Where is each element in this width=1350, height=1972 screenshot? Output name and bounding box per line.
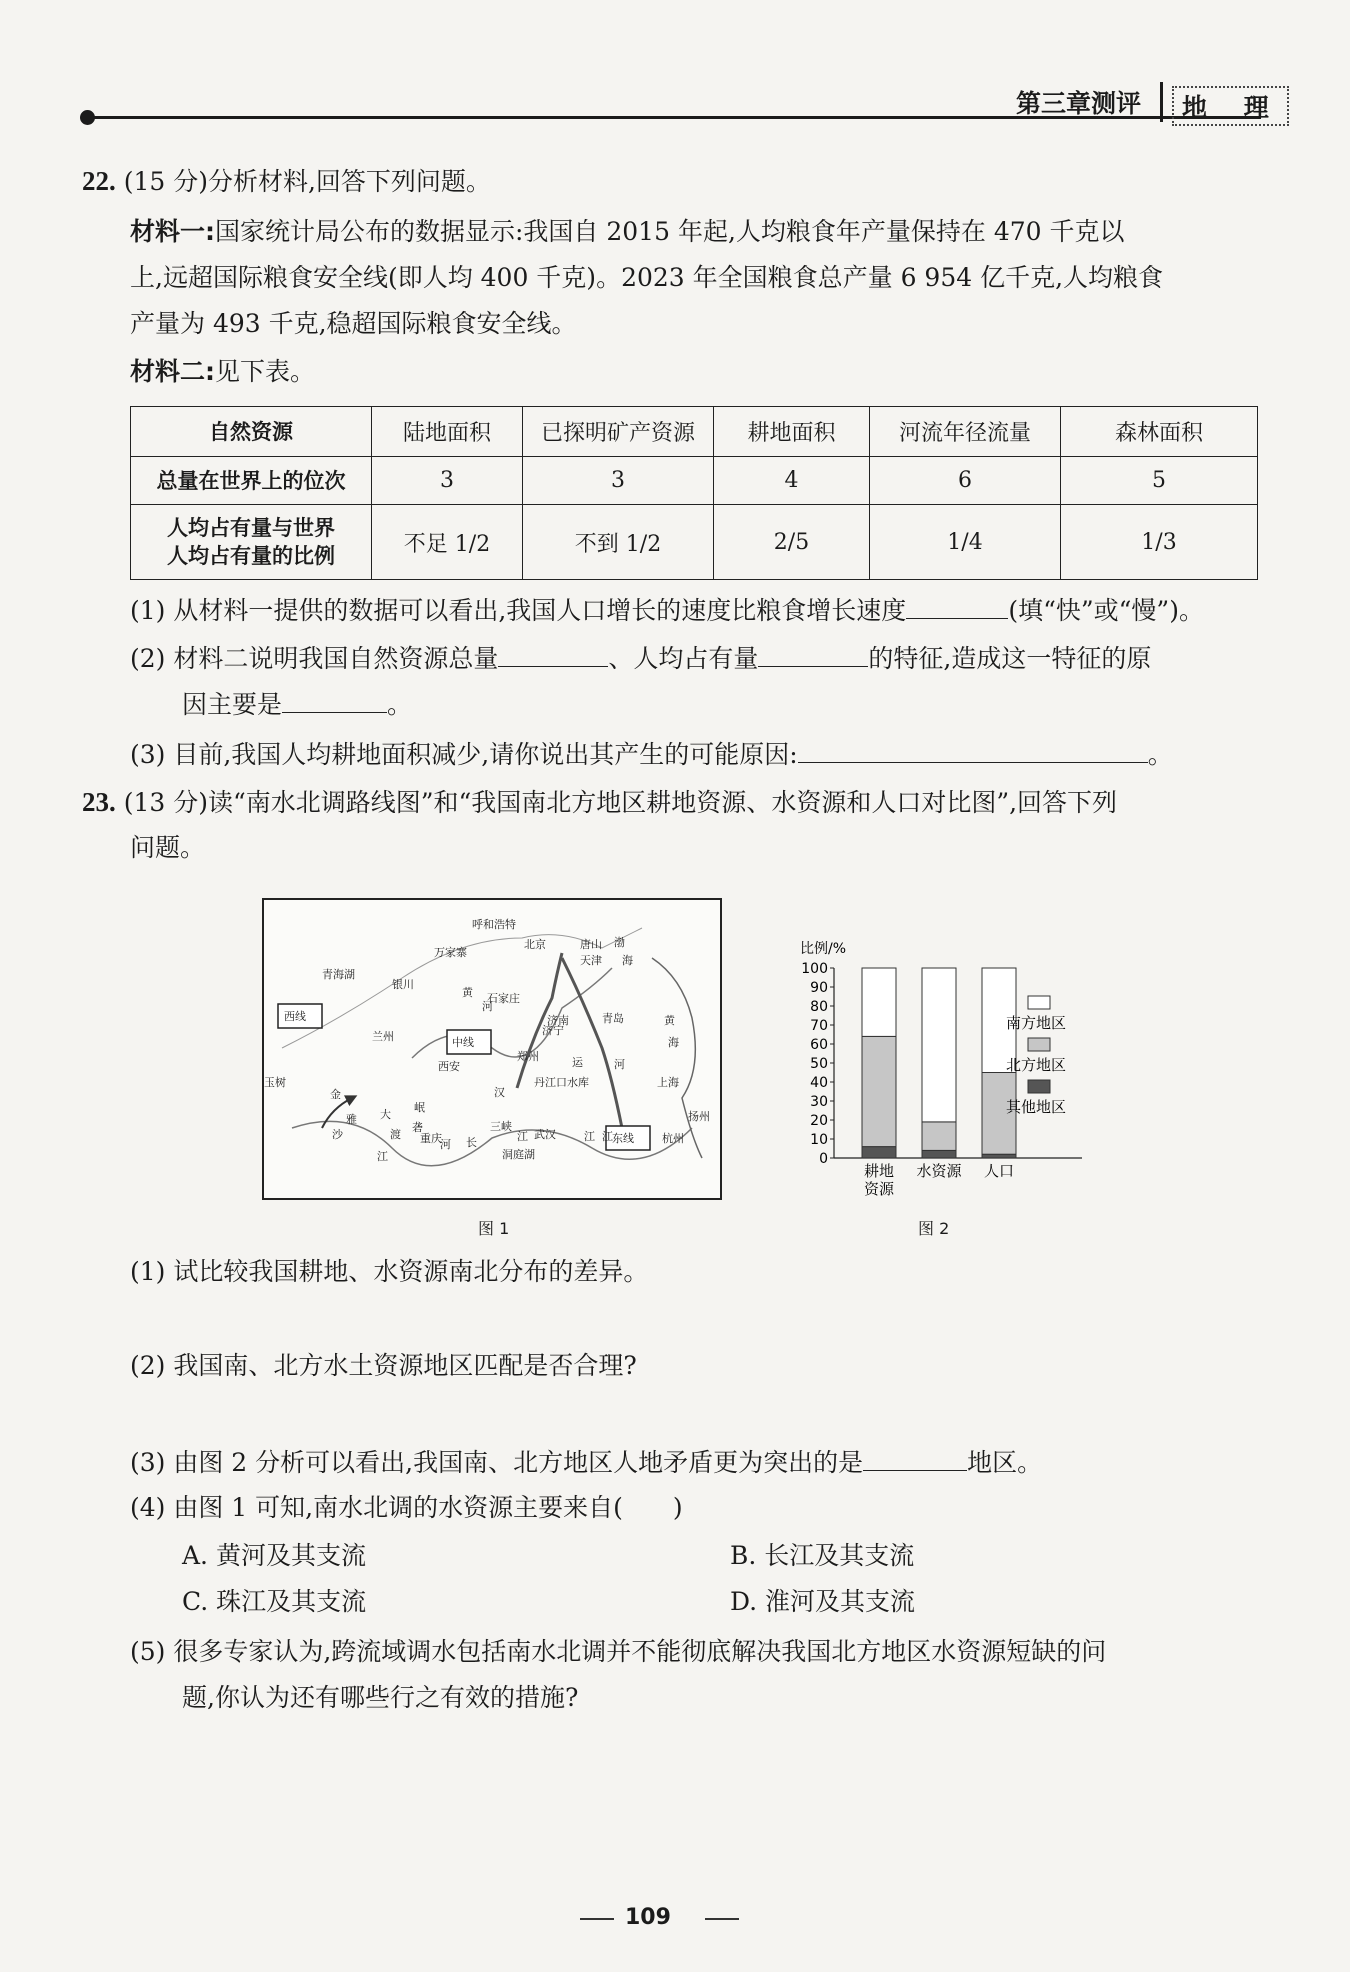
map-label: 北京 xyxy=(524,938,546,951)
q22-sub2 xyxy=(130,642,1151,675)
table-header-cell: 森林面积 xyxy=(1061,407,1258,457)
option-b[interactable]: B. 长江及其支流 xyxy=(730,1541,915,1570)
map-label: 雅 xyxy=(346,1113,357,1126)
table-header-cell: 已探明矿产资源 xyxy=(523,407,714,457)
answer-blank[interactable] xyxy=(498,642,608,667)
legend-swatch xyxy=(1028,1080,1050,1093)
map-label: 黄 xyxy=(664,1014,675,1027)
q22-material1-line1 xyxy=(130,216,1125,248)
map-label: 呼和浩特 xyxy=(472,918,516,931)
bar-segment xyxy=(922,1122,956,1151)
q23-intro-text: (13 分)读“南水北调路线图”和“我国南北方地区耕地资源、水资源和人口对比图”,回答下列 xyxy=(123,788,1118,817)
table-header-cell: 自然资源 xyxy=(131,407,372,457)
map-label: 海 xyxy=(622,954,633,967)
page-number: 109 xyxy=(625,1905,671,1930)
legend-label: 南方地区 xyxy=(1006,1014,1067,1032)
q22-number: 22. xyxy=(82,166,116,196)
q22-material1-line2: 上,远超国际粮食安全线(即人均 400 千克)。2023 年全国粮食总产量 6 954 亿千克,人均粮食 xyxy=(130,263,1164,292)
map-label: 江 xyxy=(377,1150,388,1163)
q23-intro-line2: 问题。 xyxy=(130,833,206,862)
q22-sub3 xyxy=(130,738,1173,771)
table-cell: 2/5 xyxy=(714,505,870,580)
option-a[interactable]: A. 黄河及其支流 xyxy=(182,1541,366,1570)
table-cell: 6 xyxy=(870,457,1061,505)
bar-segment xyxy=(862,1036,896,1146)
map-label: 银川 xyxy=(392,978,414,991)
map-label: 中线 xyxy=(452,1036,474,1049)
y-tick-label: 70 xyxy=(810,1018,828,1034)
q22-sub2-cont xyxy=(182,688,412,721)
q23-sub5-line2: 题,你认为还有哪些行之有效的措施? xyxy=(182,1683,579,1712)
q22-sub3-end: 。 xyxy=(1147,740,1173,769)
water-diversion-map xyxy=(262,898,722,1200)
map-label: 三峡 xyxy=(490,1120,512,1133)
map-label: 玉树 xyxy=(264,1076,286,1089)
table-cell: 3 xyxy=(523,457,714,505)
map-label: 济南 xyxy=(547,1014,569,1027)
south-north-comparison-chart xyxy=(792,936,1092,1206)
resource-table xyxy=(130,406,1258,580)
map-label: 郑州 xyxy=(517,1050,539,1063)
answer-blank[interactable] xyxy=(798,738,1148,763)
x-tick-label: 人口 xyxy=(983,1162,1015,1180)
map-label: 岷 xyxy=(414,1101,425,1114)
y-tick-label: 40 xyxy=(810,1075,828,1091)
map-label: 石家庄 xyxy=(487,992,520,1005)
answer-blank[interactable] xyxy=(758,642,868,667)
map-label: 江 xyxy=(584,1130,595,1143)
map-label: 杭州 xyxy=(662,1132,684,1145)
table-row xyxy=(131,505,1258,580)
map-label: 万家寨 xyxy=(434,946,467,959)
subject-label: 地 理 xyxy=(1172,86,1289,126)
table-cell: 不足 1/2 xyxy=(372,505,523,580)
map-label: 河 xyxy=(614,1058,625,1071)
x-tick-label: 水资源 xyxy=(916,1162,962,1180)
table-cell: 1/3 xyxy=(1061,505,1258,580)
q23-number: 23. xyxy=(82,787,116,817)
map-label: 沙 xyxy=(332,1128,343,1141)
q22-sub2-end: 。 xyxy=(387,690,413,719)
q23-sub1: (1) 试比较我国耕地、水资源南北分布的差异。 xyxy=(130,1257,649,1286)
option-d[interactable]: D. 淮河及其支流 xyxy=(730,1587,916,1616)
table-cell: 5 xyxy=(1061,457,1258,505)
map-label: 青海湖 xyxy=(322,968,355,981)
row-label-line2: 人均占有量的比例 xyxy=(167,544,335,568)
table-header-cell: 耕地面积 xyxy=(714,407,870,457)
map-label: 河 xyxy=(440,1138,451,1151)
map-label: 长 xyxy=(466,1136,477,1149)
map-label: 汉 xyxy=(494,1086,505,1099)
q23-sub4: (4) 由图 1 可知,南水北调的水资源主要来自( ) xyxy=(130,1493,683,1522)
map-label: 江 xyxy=(517,1130,528,1143)
figure2-caption: 图 2 xyxy=(918,1219,950,1238)
table-cell: 1/4 xyxy=(870,505,1061,580)
y-tick-label: 80 xyxy=(810,999,828,1015)
x-tick-label: 耕地 xyxy=(863,1162,895,1180)
page-number-dash-left xyxy=(580,1918,614,1920)
q22-sub1-tail: (填“快”或“慢”)。 xyxy=(1008,596,1204,625)
map-label: 金 xyxy=(330,1088,341,1101)
q22-sub2-text4: 因主要是 xyxy=(182,690,283,719)
map-label: 砻 xyxy=(412,1121,423,1134)
map-label: 丹江口水库 xyxy=(534,1076,589,1089)
q23-intro xyxy=(82,786,1117,819)
map-label: 唐山 xyxy=(580,938,602,951)
legend-label: 其他地区 xyxy=(1006,1098,1067,1116)
legend-swatch xyxy=(1028,996,1050,1009)
map-label: 海 xyxy=(668,1036,679,1049)
q22-sub2-text: (2) 材料二说明我国自然资源总量 xyxy=(130,644,499,673)
map-label: 济宁 xyxy=(542,1024,564,1037)
map-label: 西线 xyxy=(284,1010,306,1023)
table-header-cell: 陆地面积 xyxy=(372,407,523,457)
map-label: 东线 xyxy=(612,1132,634,1145)
page-number-dash-right xyxy=(705,1918,739,1920)
map-label: 天津 xyxy=(580,954,602,967)
material1-text1: 国家统计局公布的数据显示:我国自 2015 年起,人均粮食年产量保持在 470 千克以 xyxy=(215,217,1125,246)
y-tick-label: 0 xyxy=(819,1151,828,1167)
table-header-row xyxy=(131,407,1258,457)
option-c[interactable]: C. 珠江及其支流 xyxy=(182,1587,367,1616)
map-label: 大 xyxy=(380,1108,391,1121)
table-row xyxy=(131,457,1258,505)
chart-ylabel: 比例/% xyxy=(800,941,847,957)
map-label: 武汉 xyxy=(534,1128,556,1141)
q22-sub2-text3: 的特征,造成这一特征的原 xyxy=(868,644,1152,673)
row-label-line1: 人均占有量与世界 xyxy=(167,516,335,540)
answer-blank[interactable] xyxy=(906,594,1008,619)
legend-label: 北方地区 xyxy=(1006,1056,1067,1074)
map-label: 重庆 xyxy=(420,1132,442,1145)
q22-sub2-text2: 、人均占有量 xyxy=(608,644,759,673)
table-row-label: 总量在世界上的位次 xyxy=(131,457,372,505)
map-label: 上海 xyxy=(657,1076,679,1089)
map-label: 兰州 xyxy=(372,1030,394,1043)
table-row-label xyxy=(131,505,372,580)
header-separator xyxy=(1160,82,1163,122)
bar-segment xyxy=(982,1154,1016,1158)
map-label: 黄 xyxy=(462,986,473,999)
chapter-title: 第三章测评 xyxy=(1016,89,1142,118)
map-label: 扬州 xyxy=(688,1110,710,1123)
table-cell: 不到 1/2 xyxy=(523,505,714,580)
y-tick-label: 10 xyxy=(810,1132,828,1148)
y-tick-label: 60 xyxy=(810,1037,828,1053)
map-label: 运 xyxy=(572,1056,583,1069)
q23-sub3-tail: 地区。 xyxy=(967,1448,1043,1477)
q23-sub2: (2) 我国南、北方水土资源地区匹配是否合理? xyxy=(130,1351,637,1380)
map-label: 青岛 xyxy=(602,1012,624,1025)
map-frame xyxy=(263,899,721,1199)
answer-blank[interactable] xyxy=(282,688,387,713)
bar-segment xyxy=(862,1147,896,1158)
material1-label: 材料一: xyxy=(130,217,215,246)
map-label: 渡 xyxy=(390,1128,401,1141)
q22-intro xyxy=(82,165,491,198)
q22-material1-line3: 产量为 493 千克,稳超国际粮食安全线。 xyxy=(130,309,577,338)
q23-sub5-line1: (5) 很多专家认为,跨流域调水包括南水北调并不能彻底解决我国北方地区水资源短缺的问 xyxy=(130,1637,1107,1666)
y-tick-label: 20 xyxy=(810,1113,828,1129)
q22-material2 xyxy=(130,356,315,388)
answer-blank[interactable] xyxy=(863,1446,967,1471)
map-label: 河 xyxy=(482,1000,493,1013)
map-label: 江 xyxy=(602,1130,613,1143)
table-header-cell: 河流年径流量 xyxy=(870,407,1061,457)
y-tick-label: 100 xyxy=(801,961,828,977)
q22-sub3-text: (3) 目前,我国人均耕地面积减少,请你说出其产生的可能原因: xyxy=(130,740,798,769)
y-tick-label: 90 xyxy=(810,980,828,996)
map-label: 渤 xyxy=(614,936,625,949)
legend-swatch xyxy=(1028,1038,1050,1051)
figure1-caption: 图 1 xyxy=(478,1219,510,1238)
q22-sub1-text: (1) 从材料一提供的数据可以看出,我国人口增长的速度比粮食增长速度 xyxy=(130,596,907,625)
map-label: 洞庭湖 xyxy=(502,1148,535,1161)
q22-sub1 xyxy=(130,594,1204,627)
bar-segment xyxy=(922,968,956,1122)
x-tick-label: 资源 xyxy=(863,1180,895,1198)
q23-sub3-text: (3) 由图 2 分析可以看出,我国南、北方地区人地矛盾更为突出的是 xyxy=(130,1448,864,1477)
material2-label: 材料二: xyxy=(130,357,215,386)
material2-text: 见下表。 xyxy=(215,357,316,386)
bar-segment xyxy=(922,1150,956,1158)
bar-segment xyxy=(862,968,896,1036)
y-tick-label: 30 xyxy=(810,1094,828,1110)
table-cell: 4 xyxy=(714,457,870,505)
map-label: 西安 xyxy=(438,1060,460,1073)
y-tick-label: 50 xyxy=(810,1056,828,1072)
table-cell: 3 xyxy=(372,457,523,505)
q23-sub3 xyxy=(130,1446,1042,1479)
q22-intro-text: (15 分)分析材料,回答下列问题。 xyxy=(123,167,491,196)
